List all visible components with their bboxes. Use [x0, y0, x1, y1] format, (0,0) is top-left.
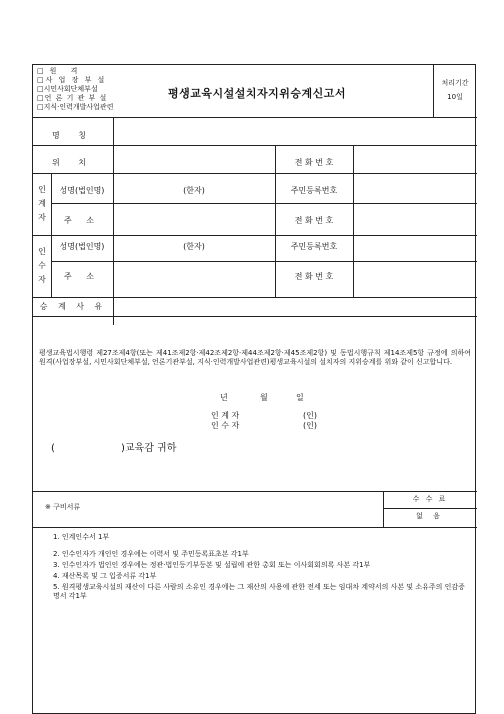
docs-label: ※ 구비서류: [45, 503, 81, 511]
category-item[interactable]: □원 격: [37, 67, 84, 75]
transferor-phone-field[interactable]: [354, 204, 476, 234]
list-item: 5. 원격평생교육시설의 재산이 다른 사람의 소유인 경우에는 그 재산의 사용에 관한 전세 또는 임대차 계약서의 사본 및 소유주의 인감증명서 각1부: [53, 583, 465, 600]
phone-field[interactable]: [354, 146, 476, 174]
transferor-address-label: 주 소: [64, 216, 100, 225]
addressee-open: (: [51, 443, 55, 454]
transferee-hanja-label: (한자): [183, 242, 205, 251]
transferee-name-label: 성명(법인명): [59, 242, 105, 251]
category-checklist: [37, 67, 137, 112]
list-item: 1. 인계인수서 1부: [53, 533, 110, 541]
date-day: 일: [296, 393, 304, 402]
report-form: [32, 64, 476, 714]
transferee-id-label: 주민등록번호: [290, 242, 338, 251]
transferor-seal[interactable]: (인): [303, 411, 317, 420]
name-field[interactable]: [114, 118, 476, 145]
location-field[interactable]: [114, 146, 274, 174]
list-item: 3. 인수인자가 법인인 경우에는 정관·법인등기부등본 및 설립에 관한 총회 또는 이사회회의록 사본 각1부: [53, 561, 371, 569]
reason-label: 승 계 사 유: [39, 302, 107, 311]
date-year: 년: [220, 393, 228, 402]
date-month: 월: [260, 393, 268, 402]
transferee-address-field[interactable]: [114, 262, 274, 296]
category-item[interactable]: □언 론 기 관 부 설: [37, 94, 108, 102]
category-item[interactable]: □시민사회단체부설: [37, 85, 98, 93]
list-item: 4. 재산목록 및 그 입증서류 각1부: [53, 572, 157, 580]
transferee-label: 인 수 자: [38, 247, 46, 284]
docs-list: [53, 533, 468, 601]
transferor-id-field[interactable]: [354, 174, 476, 203]
form-title: 평생교육시설설치자지위승계신고서: [168, 87, 347, 100]
transferor-address-field[interactable]: [114, 204, 274, 234]
transferee-seal[interactable]: (인): [303, 421, 317, 430]
location-label: 위 치: [52, 158, 94, 167]
statement-text: 평생교육법시행령 제27조제4항(또는 제41조제2항·제42조제2항·제44조제2항·제45조제2항) 및 동법시행규칙 제14조제5항 규정에 의하여 원격(사업장부설, 시민사회단체부설, 언론기관부설, 지식·인력개발사업관련)평생교육시설의 설치자의 지위승계를 위와 같이 신고합니다.: [39, 349, 471, 366]
list-item: 2. 인수인자가 개인인 경우에는 이력서 및 주민등록표초본 각1부: [53, 550, 249, 558]
divider: [33, 527, 477, 528]
transferee-sign-label: 인 수 자: [211, 421, 240, 430]
phone-label: 전 화 번 호: [294, 158, 334, 167]
transferee-phone-field[interactable]: [354, 262, 476, 296]
addressee: )교육감 귀하: [121, 443, 177, 454]
name-label: 명 칭: [52, 131, 94, 140]
fee-label: 수 수 료: [412, 495, 448, 503]
transferee-phone-label: 전 화 번 호: [294, 272, 334, 281]
divider: [383, 508, 477, 509]
transferee-address-label: 주 소: [64, 272, 100, 281]
transferor-sign-label: 인 계 자: [211, 411, 240, 420]
divider: [33, 316, 477, 317]
reason-field[interactable]: [114, 298, 476, 325]
processing-label: 처리기간: [441, 79, 469, 87]
transferor-label: 인 계 자: [38, 185, 46, 222]
divider: [33, 491, 477, 492]
transferor-id-label: 주민등록번호: [290, 186, 338, 195]
divider: [433, 65, 434, 117]
transferee-id-field[interactable]: [354, 236, 476, 256]
transferor-phone-label: 전 화 번 호: [294, 216, 334, 225]
category-item[interactable]: □지식·인력개발사업관련: [37, 103, 114, 111]
processing-value: 10일: [447, 93, 463, 101]
transferor-hanja-label: (한자): [183, 186, 205, 195]
transferor-name-label: 성명(법인명): [59, 186, 105, 195]
fee-value: 없 음: [416, 512, 444, 520]
category-item[interactable]: □사 업 장 부 설: [37, 76, 107, 84]
